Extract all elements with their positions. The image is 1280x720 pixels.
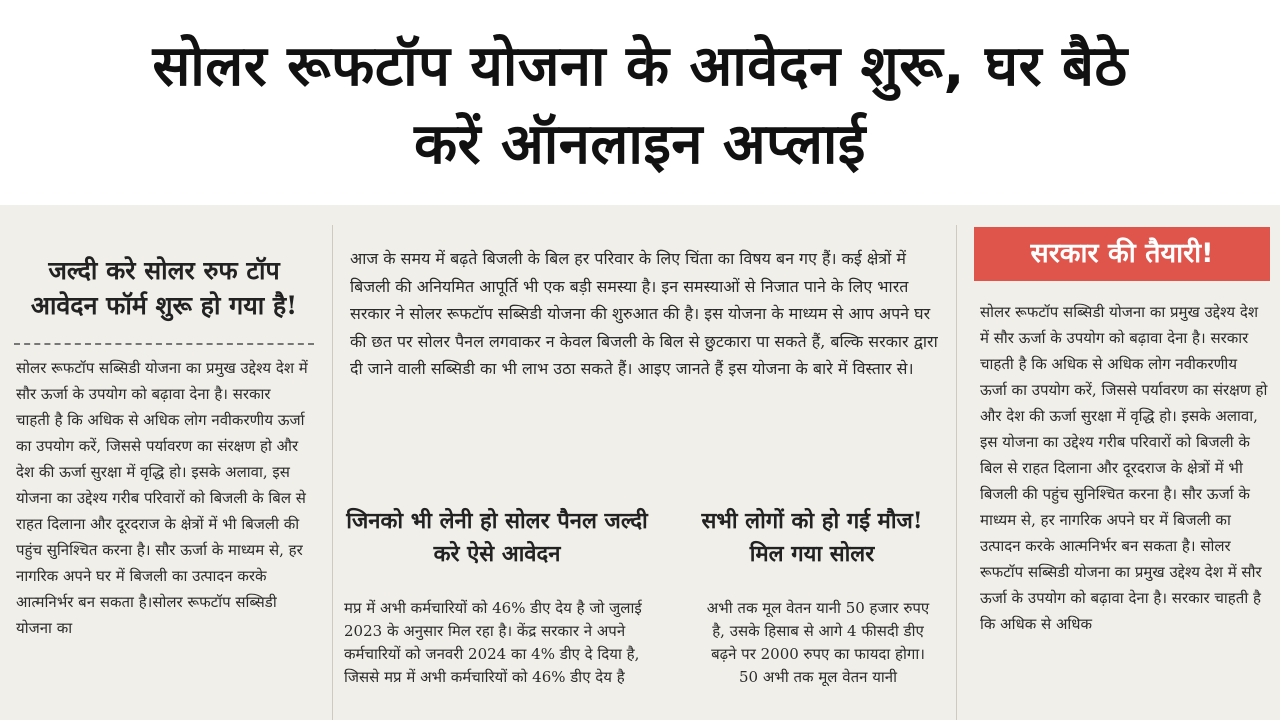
middle-column-intro: आज के समय में बढ़ते बिजली के बिल हर परिवार के लिए चिंता का विषय बन गए हैं। कई क्षेत्रों में बिजली की अनियमित आपूर्ति भी एक बड़ी समस्या है। इन समस्याओं से निजात पाने के लिए भारत सरकार ने सोलर रूफटॉप सब्सिडी योजना की शुरुआत की है। इस योजना के माध्यम से आप अपने घर की छत पर सोलर पैनल लगवाकर न केवल बिजली के बिल से छुटकारा पा सकते हैं, बल्कि सरकार द्वारा दी जाने वाली सब्सिडी का भी लाभ उठा सकते हैं। आइए जानते हैं इस योजना के बारे में विस्तार से। [350, 249, 938, 378]
sub-article-right-body: अभी तक मूल वेतन यानी 50 हजार रुपए है, उसके हिसाब से आगे 4 फीसदी डीए बढ़ने पर 2000 रुपए का फायदा होगा। 50 अभी तक मूल वेतन यानी [706, 599, 930, 686]
headline [0, 28, 1280, 184]
sub-article-left-body: मप्र में अभी कर्मचारियों को 46% डीए देय है जो जुलाई 2023 के अनुसार मिल रहा है। केंद्र सरकार ने अपने कर्मचारियों को जनवरी 2024 का 4% डीए दे दिया है, जिससे मप्र में अभी कर्मचारियों को 46% डीए देय है [344, 599, 642, 686]
left-column-heading: जल्दी करे सोलर रुफ टॉप आवेदन फॉर्म शुरू हो गया है! [30, 256, 298, 320]
column-divider [332, 225, 333, 720]
sub-article-left-heading: जिनको भी लेनी हो सोलर पैनल जल्दी करे ऐसे आवेदन [346, 508, 648, 567]
sub-article-right-heading: सभी लोगों को हो गई मौज! मिल गया सोलर [701, 508, 923, 567]
middle-column [342, 205, 950, 720]
left-column-body: सोलर रूफटॉप सब्सिडी योजना का प्रमुख उद्देश्य देश में सौर ऊर्जा के उपयोग को बढ़ावा देना है। सरकार चाहती है कि अधिक से अधिक लोग नवीकरणीय ऊर्जा का उपयोग करें, जिससे पर्यावरण का संरक्षण हो और देश की ऊर्जा सुरक्षा में वृद्धि हो। इसके अलावा, इस योजना का उद्देश्य गरीब परिवारों को बिजली के बिल से राहत दिलाना और दूरदराज के क्षेत्रों में भी बिजली की पहुंच सुनिश्चित करना है। सौर ऊर्जा के माध्यम से, हर नागरिक अपने घर में बिजली का उत्पादन करके आत्मनिर्भर बन सकता है।सोलर रूफटॉप सब्सिडी योजना का [16, 359, 308, 637]
headline-line-2: करें ऑनलाइन अप्लाई [414, 112, 866, 177]
dashed-divider [14, 343, 314, 345]
right-column-body: सोलर रूफटॉप सब्सिडी योजना का प्रमुख उद्देश्य देश में सौर ऊर्जा के उपयोग को बढ़ावा देना है। सरकार चाहती है कि अधिक से अधिक लोग नवीकरणीय ऊर्जा का उपयोग करें, जिससे पर्यावरण का संरक्षण हो और देश की ऊर्जा सुरक्षा में वृद्धि हो। इसके अलावा, इस योजना का उद्देश्य गरीब परिवारों को बिजली के बिल से राहत दिलाना और दूरदराज के क्षेत्रों में भी बिजली की पहुंच सुनिश्चित करना है। सौर ऊर्जा के माध्यम से, हर नागरिक अपने घर में बिजली का उत्पादन करके आत्मनिर्भर बन सकता है। सोलर रूफटॉप सब्सिडी योजना का प्रमुख उद्देश्य देश में सौर ऊर्जा के उपयोग को बढ़ावा देना है। सरकार चाहती है कि अधिक से अधिक [980, 303, 1268, 633]
left-column [0, 205, 322, 720]
headline-line-1: सोलर रूफटॉप योजना के आवेदन शुरू, घर बैठे [152, 34, 1128, 99]
right-column [962, 205, 1280, 720]
newspaper-clipping [0, 205, 1280, 720]
column-divider [956, 225, 957, 720]
section-badge: सरकार की तैयारी! [974, 227, 1270, 281]
